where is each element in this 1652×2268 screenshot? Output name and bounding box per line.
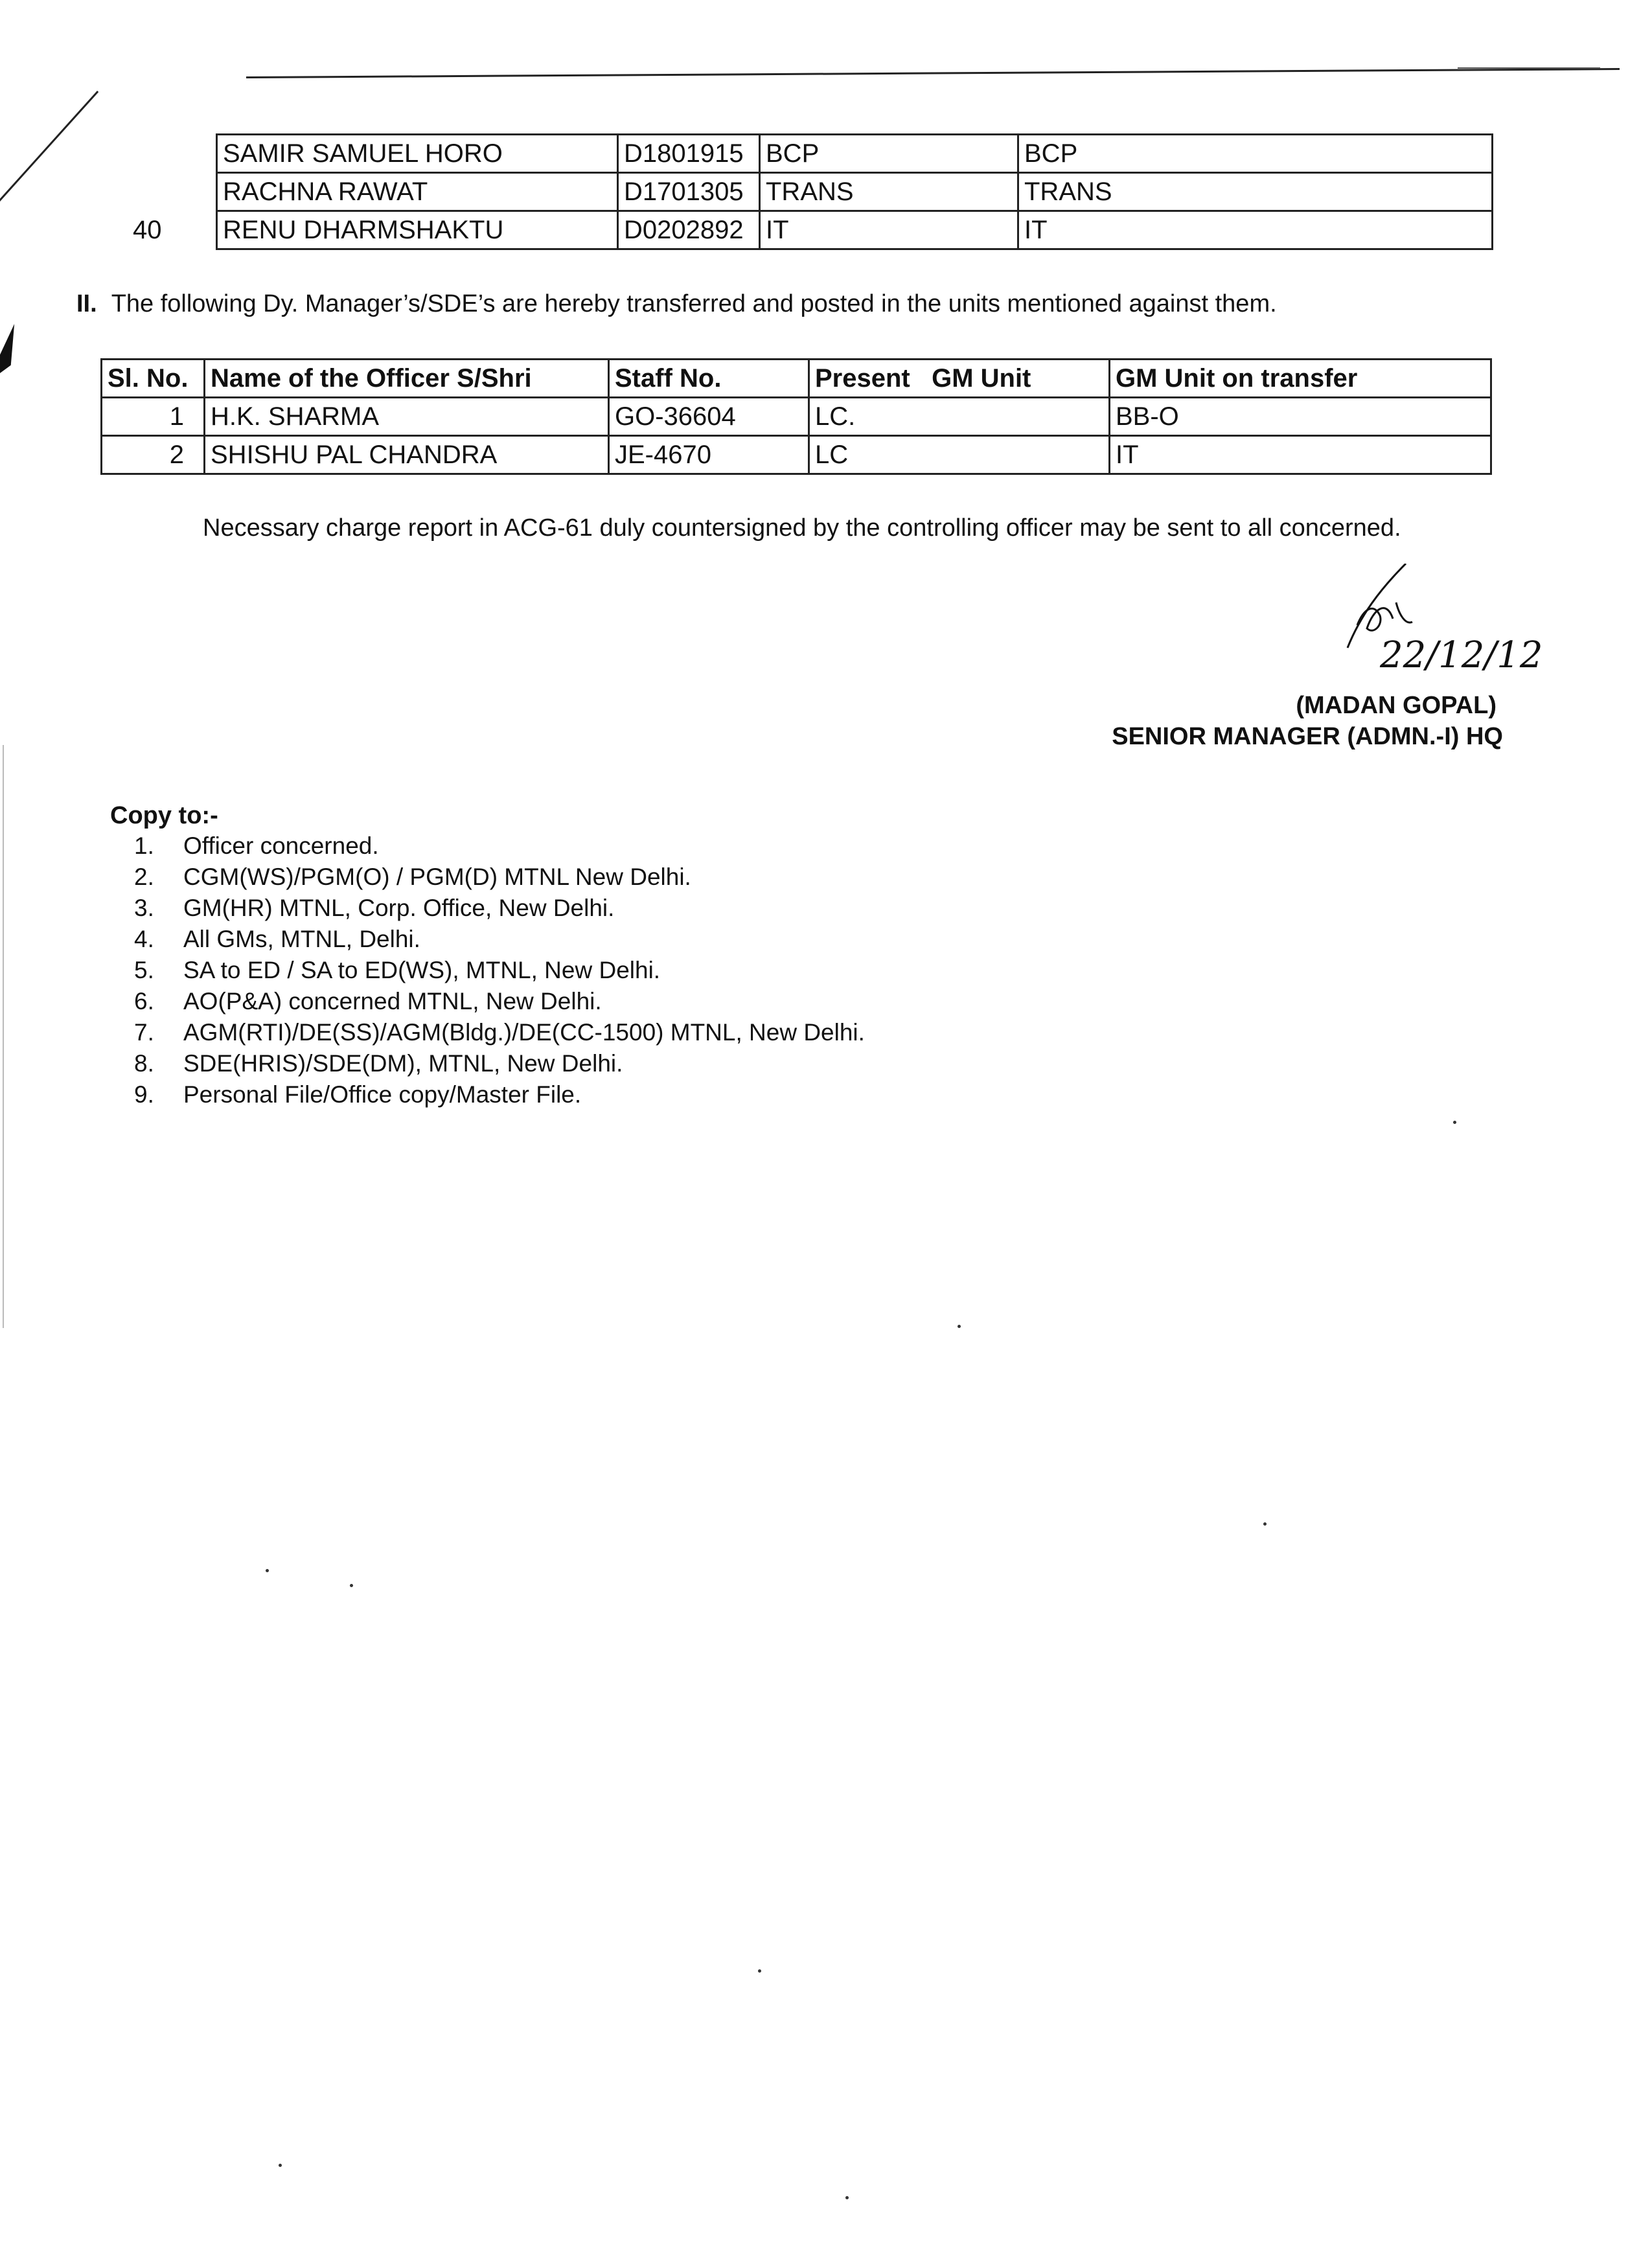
list-item: 8. SDE(HRIS)/SDE(DM), MTNL, New Delhi. [134,1050,623,1077]
scan-speck [958,1325,961,1328]
name-cell: RACHNA RAWAT [217,173,618,211]
transfer-unit-cell: IT [1110,436,1491,474]
corner-mark [0,324,27,389]
serial-cell [107,135,217,173]
table-row [107,211,1493,249]
section-ii-paragraph [76,290,1277,318]
serial-cell: 40 [107,211,217,249]
transfer-unit-cell: BCP [1018,135,1493,173]
staff-no-cell: D1701305 [618,173,760,211]
name-cell: RENU DHARMSHAKTU [217,211,618,249]
list-item: 5. SA to ED / SA to ED(WS), MTNL, New Delhi. [134,957,661,983]
staff-no-cell: D1801915 [618,135,760,173]
name-cell: SAMIR SAMUEL HORO [217,135,618,173]
signatory-designation: SENIOR MANAGER (ADMN.-I) HQ [1112,723,1503,750]
scan-edge-line [246,68,1620,78]
list-item: 1. Officer concerned. [134,832,379,859]
name-cell: H.K. SHARMA [205,398,609,436]
table-row [107,135,1493,173]
table-row [107,173,1493,211]
staff-no-cell: GO-36604 [609,398,809,436]
scan-speck [758,1969,761,1973]
serial-cell: 1 [102,398,205,436]
transfer-unit-cell: TRANS [1018,173,1493,211]
section-number: II. [76,290,97,317]
signatory-name: (MADAN GOPAL) [1296,692,1497,719]
scan-edge-line-right [1458,67,1600,69]
scan-speck [1263,1522,1267,1526]
scan-speck [266,1569,269,1572]
transfer-unit-cell: BB-O [1110,398,1491,436]
header-officer-name: Name of the Officer S/Shri [205,360,609,398]
section-text: The following Dy. Manager’s/SDE’s are hereby transferred and posted in the units mentioned against them. [111,290,1277,317]
transfer-unit-cell: IT [1018,211,1493,249]
header-present-unit: Present GM Unit [809,360,1110,398]
table-header-row [102,360,1491,398]
scan-left-edge [3,745,4,1328]
header-staff-no: Staff No. [609,360,809,398]
staff-no-cell: JE-4670 [609,436,809,474]
list-item: 3. GM(HR) MTNL, Corp. Office, New Delhi. [134,895,615,921]
table-row [102,398,1491,436]
table-row [102,436,1491,474]
present-unit-cell: TRANS [760,173,1018,211]
scan-speck [1453,1121,1456,1124]
signature-date: 22/12/12 [1380,634,1543,676]
staff-no-cell: D0202892 [618,211,760,249]
present-unit-cell: LC. [809,398,1110,436]
transfer-table [100,358,1492,475]
scan-speck [350,1584,353,1587]
handwritten-signature [1335,564,1568,693]
copy-to-list [113,830,865,1110]
present-unit-cell: IT [760,211,1018,249]
list-item: 4. All GMs, MTNL, Delhi. [134,926,420,952]
list-item: 9. Personal File/Office copy/Master File. [134,1081,582,1108]
serial-cell [107,173,217,211]
header-transfer-unit: GM Unit on transfer [1110,360,1491,398]
list-item: 6. AO(P&A) concerned MTNL, New Delhi. [134,988,602,1014]
scan-speck [845,2196,849,2199]
page-fold-line [0,91,98,266]
present-unit-cell: BCP [760,135,1018,173]
copy-to-heading: Copy to:- [110,802,218,829]
list-item: 2. CGM(WS)/PGM(O) / PGM(D) MTNL New Delhi. [134,864,691,890]
serial-cell: 2 [102,436,205,474]
transfer-table-continued [107,133,1493,250]
header-sl-no: Sl. No. [102,360,205,398]
name-cell: SHISHU PAL CHANDRA [205,436,609,474]
charge-report-paragraph: Necessary charge report in ACG-61 duly countersigned by the controlling officer may be sent to all concerned. [203,514,1401,542]
present-unit-cell: LC [809,436,1110,474]
list-item: 7. AGM(RTI)/DE(SS)/AGM(Bldg.)/DE(CC-1500) MTNL, New Delhi. [134,1019,865,1046]
scan-speck [279,2164,282,2167]
